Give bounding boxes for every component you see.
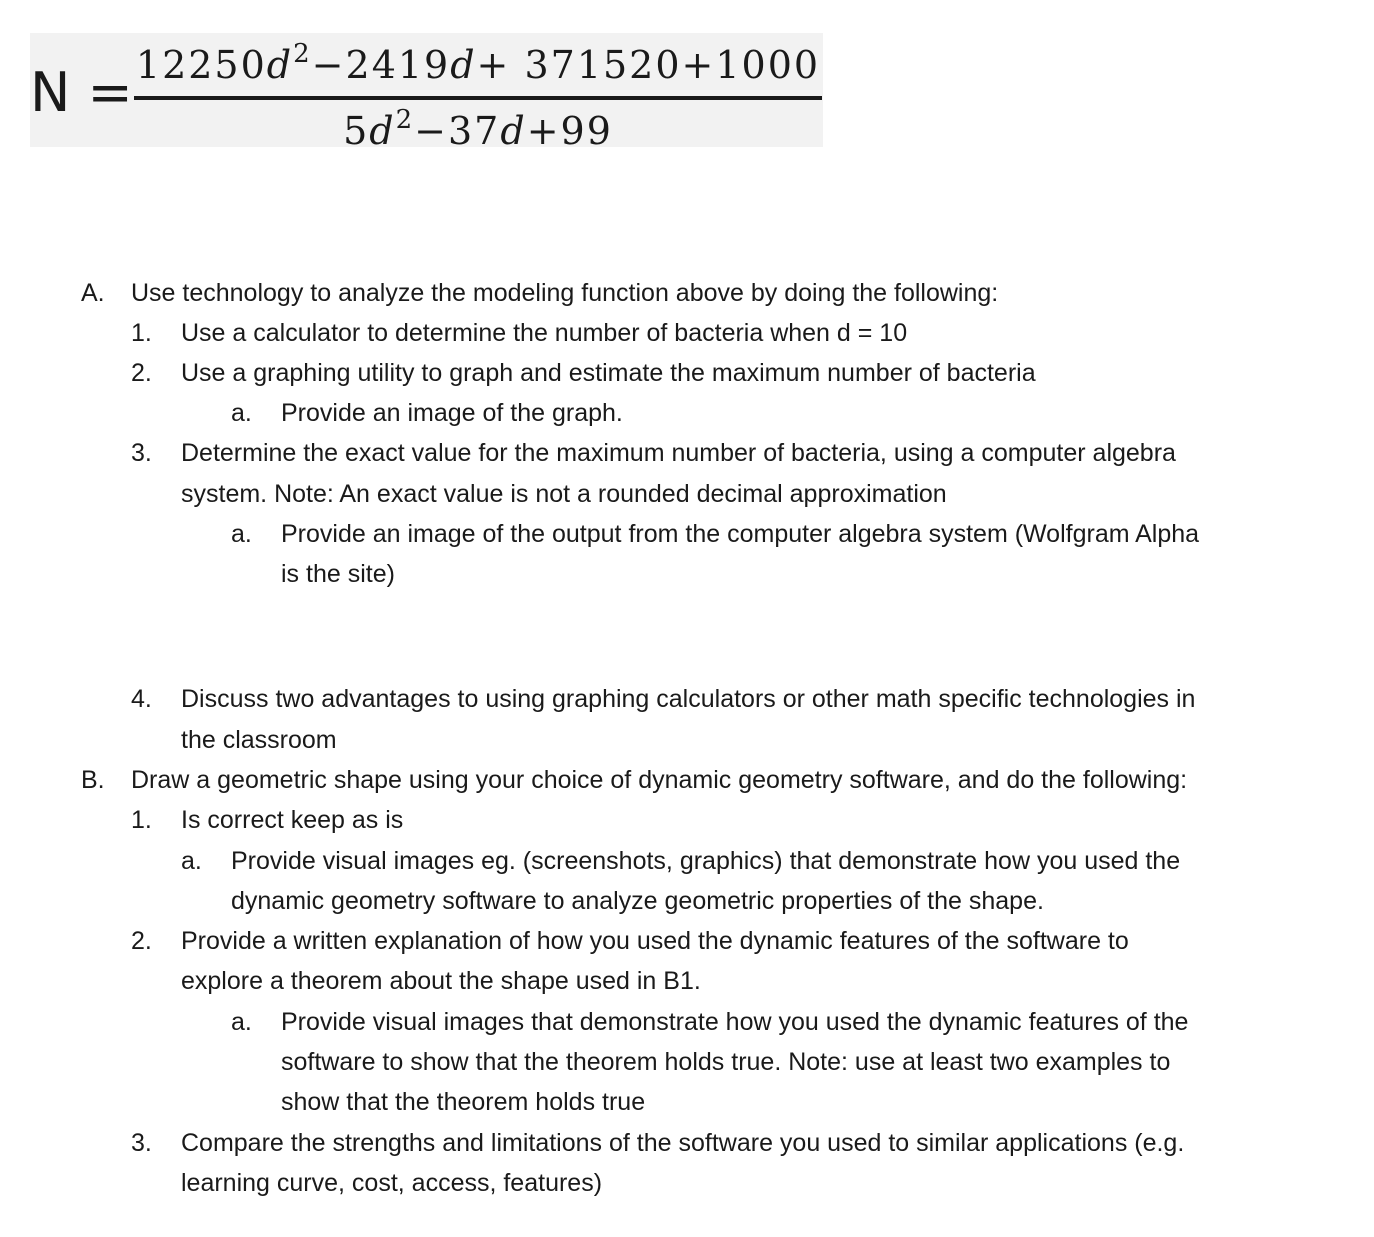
num-term-1: 12250	[135, 43, 267, 87]
a4-text-line2: the classroom	[181, 726, 337, 754]
b1-text: Is correct keep as is	[181, 806, 404, 834]
num-var-2: d	[450, 43, 477, 87]
a3-text-line2: system. Note: An exact value is not a rounded decimal approximation	[181, 480, 947, 508]
a3-text-line1: Determine the exact value for the maximum number of bacteria, using a computer algebra	[181, 439, 1176, 467]
num-term-2: −2419	[311, 43, 451, 87]
section-a-heading: Use technology to analyze the modeling function above by doing the following:	[131, 279, 999, 307]
a3a-text-line1: Provide an image of the output from the computer algebra system (Wolfgram Alpha	[281, 520, 1200, 548]
equation-lhs: N =	[30, 61, 133, 124]
den-term-3: +99	[526, 109, 613, 153]
a2-text: Use a graphing utility to graph and estimate the maximum number of bacteria	[181, 359, 1036, 387]
den-var-2: d	[500, 109, 527, 153]
a2a-marker: a.	[231, 399, 252, 427]
a1-text: Use a calculator to determine the number of bacteria when d = 10	[181, 319, 908, 347]
num-var-1: d	[266, 43, 294, 87]
den-term-2: −37	[414, 109, 501, 153]
b2a-marker: a.	[231, 1008, 252, 1036]
equation-image	[30, 33, 823, 153]
b2a-text-line1: Provide visual images that demonstrate how you used the dynamic features of the	[281, 1008, 1189, 1036]
a2-marker: 2.	[131, 359, 152, 387]
b2-marker: 2.	[131, 927, 152, 955]
a2a-text: Provide an image of the graph.	[281, 399, 623, 427]
b3-text-line1: Compare the strengths and limitations of the software you used to similar applications (e.g.	[181, 1129, 1185, 1157]
b2-text-line2: explore a theorem about the shape used in B1.	[181, 967, 701, 995]
a4-marker: 4.	[131, 685, 152, 713]
b1a-text-line2: dynamic geometry software to analyze geometric properties of the shape.	[231, 887, 1044, 915]
a4-text-line1: Discuss two advantages to using graphing calculators or other math specific technologies in	[181, 685, 1196, 713]
section-b-heading: Draw a geometric shape using your choice of dynamic geometry software, and do the following:	[131, 766, 1188, 794]
b2a-text-line2: software to show that the theorem holds true. Note: use at least two examples to	[281, 1048, 1171, 1076]
num-exp-1: 2	[293, 39, 312, 69]
b2a-text-line3: show that the theorem holds true	[281, 1088, 646, 1116]
equation-numerator	[134, 41, 822, 89]
b1-marker: 1.	[131, 806, 152, 834]
b3-text-line2: learning curve, cost, access, features)	[181, 1169, 603, 1197]
equation-denominator	[134, 107, 822, 155]
a3a-text-line2: is the site)	[281, 560, 395, 588]
den-exp-1: 2	[395, 105, 415, 135]
b1a-marker: a.	[181, 847, 202, 875]
b3-marker: 3.	[131, 1129, 152, 1157]
num-term-3: + 371520+1000	[476, 43, 821, 87]
a3-marker: 3.	[131, 439, 152, 467]
den-term-1: 5	[343, 109, 370, 153]
den-var-1: d	[369, 109, 396, 153]
a3a-marker: a.	[231, 520, 252, 548]
fraction-bar	[134, 96, 822, 100]
section-b-marker: B.	[81, 766, 105, 794]
a1-marker: 1.	[131, 319, 152, 347]
section-a-marker: A.	[81, 279, 105, 307]
b1a-text-line1: Provide visual images eg. (screenshots, graphics) that demonstrate how you used the	[231, 847, 1181, 875]
b2-text-line1: Provide a written explanation of how you used the dynamic features of the software to	[181, 927, 1129, 955]
